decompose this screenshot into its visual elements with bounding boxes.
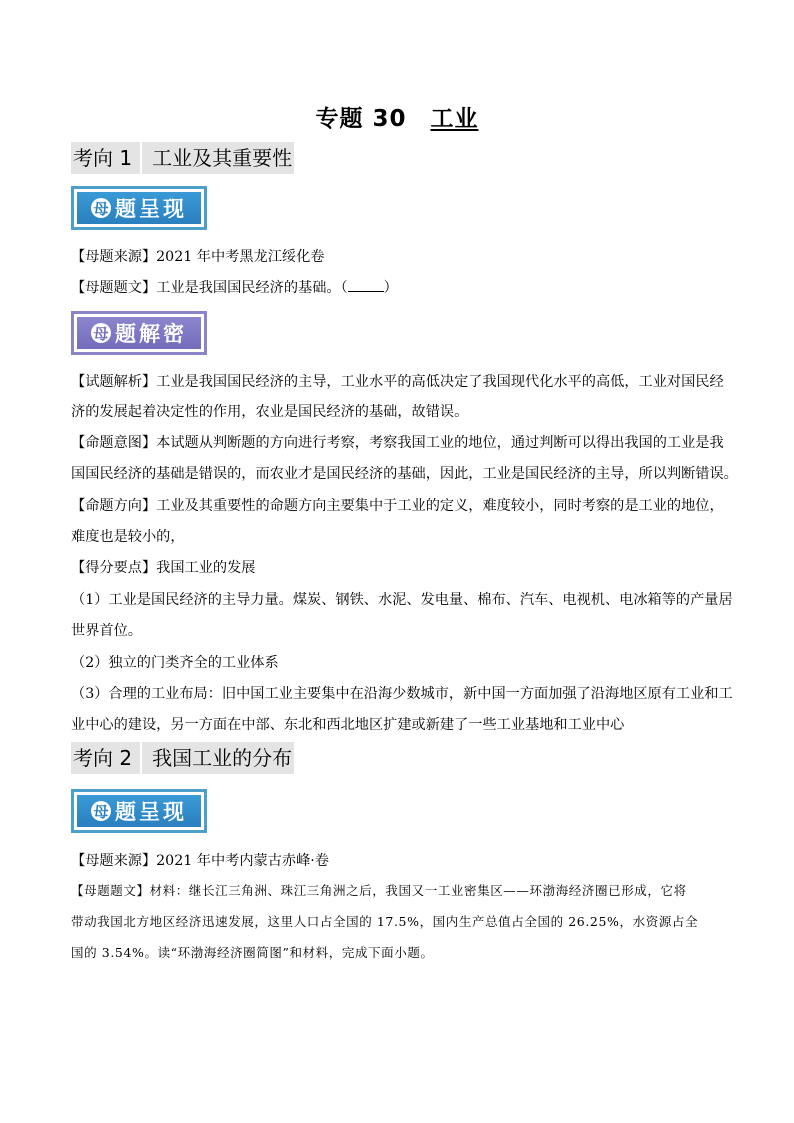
section-1-title: 工业及其重要性 bbox=[152, 146, 293, 170]
intent-tag: 【命题意图】 bbox=[71, 435, 157, 451]
badge-label: 题呈现 bbox=[115, 197, 187, 221]
badge-icon: 母 bbox=[91, 323, 111, 343]
intent-line-2: 国国民经济的基础是错误的，而农业才是国民经济的基础，因此，工业是国民经济的主导，所以判断错误。 bbox=[71, 466, 738, 482]
source-tag: 【母题来源】 bbox=[71, 249, 157, 265]
point-3-line-1: （3）合理的工业布局：旧中国工业主要集中在沿海少数城市，新中国一方面加强了沿海地区原有工业和工 bbox=[71, 686, 733, 702]
badge-label: 题解密 bbox=[115, 322, 187, 346]
intent-line-1 bbox=[71, 433, 731, 453]
question-text: 工业是我国国民经济的基础。（ bbox=[156, 280, 348, 296]
question-present-badge bbox=[71, 186, 207, 230]
title-prefix: 专题 30 bbox=[315, 106, 407, 132]
points-text: 我国工业的发展 bbox=[156, 560, 256, 576]
badge-icon: 母 bbox=[91, 198, 111, 218]
badge-label: 题呈现 bbox=[115, 800, 187, 824]
question2-line-3: 国的 3.54%。读“环渤海经济圈简图”和材料，完成下面小题。 bbox=[71, 945, 434, 960]
question-solve-badge bbox=[71, 311, 207, 355]
point-1-line-1: （1）工业是国民经济的主导力量。煤炭、钢铁、水泥、发电量、棉布、汽车、电视机、电冰箱等的产量居 bbox=[71, 592, 733, 608]
point-1-line-2: 世界首位。 bbox=[71, 623, 142, 639]
analysis-line-1 bbox=[71, 372, 731, 392]
question-tag: 【母题题文】 bbox=[71, 883, 150, 898]
points-line bbox=[71, 558, 731, 578]
direction-line-2: 难度也是较小的， bbox=[71, 529, 185, 545]
direction-line-1 bbox=[71, 496, 731, 516]
section-2-title: 我国工业的分布 bbox=[152, 746, 293, 770]
analysis-tag: 【试题解析】 bbox=[71, 374, 157, 390]
badge-icon: 母 bbox=[91, 801, 111, 821]
section-2-heading bbox=[71, 742, 294, 774]
intent-text: 本试题从判断题的方向进行考察，考察我国工业的地位，通过判断可以得出我国的工业是我 bbox=[156, 435, 724, 451]
direction-tag: 【命题方向】 bbox=[71, 498, 157, 514]
point-2-line: （2）独立的门类齐全的工业体系 bbox=[71, 655, 279, 671]
analysis-line-2: 济的发展起着决定性的作用，农业是国民经济的基础，故错误。 bbox=[71, 404, 469, 420]
question-tag: 【母题题文】 bbox=[71, 280, 157, 296]
section-1-number: 考向 1 bbox=[73, 142, 142, 174]
section-1-heading bbox=[71, 142, 294, 174]
question-end: ） bbox=[383, 280, 398, 296]
answer-blank bbox=[348, 277, 384, 292]
question-present-badge-2 bbox=[71, 789, 207, 833]
source-text: 2021 年中考内蒙古赤峰·卷 bbox=[156, 853, 329, 869]
points-tag: 【得分要点】 bbox=[71, 560, 157, 576]
source-line bbox=[71, 247, 731, 267]
page-title bbox=[0, 100, 794, 133]
source-tag: 【母题来源】 bbox=[71, 853, 157, 869]
question-text: 材料：继长江三角洲、珠江三角洲之后，我国又一工业密集区——环渤海经济圈已形成，它将 bbox=[149, 883, 687, 898]
question-line bbox=[71, 277, 731, 298]
analysis-text: 工业是我国国民经济的主导，工业水平的高低决定了我国现代化水平的高低，工业对国民经 bbox=[156, 374, 724, 390]
direction-text: 工业及其重要性的命题方向主要集中于工业的定义，难度较小，同时考察的是工业的地位， bbox=[156, 498, 724, 514]
source-line-2 bbox=[71, 851, 731, 871]
title-topic: 工业 bbox=[430, 106, 479, 132]
source-text: 2021 年中考黑龙江绥化卷 bbox=[156, 249, 325, 265]
question2-line-1 bbox=[71, 881, 731, 901]
section-2-number: 考向 2 bbox=[73, 742, 142, 774]
point-3-line-2: 业中心的建设，另一方面在中部、东北和西北地区扩建或新建了一些工业基地和工业中心 bbox=[71, 717, 625, 733]
question2-line-2: 带动我国北方地区经济迅速发展，这里人口占全国的 17.5%，国内生产总值占全国的 26.25%，水资源占全 bbox=[71, 914, 699, 929]
